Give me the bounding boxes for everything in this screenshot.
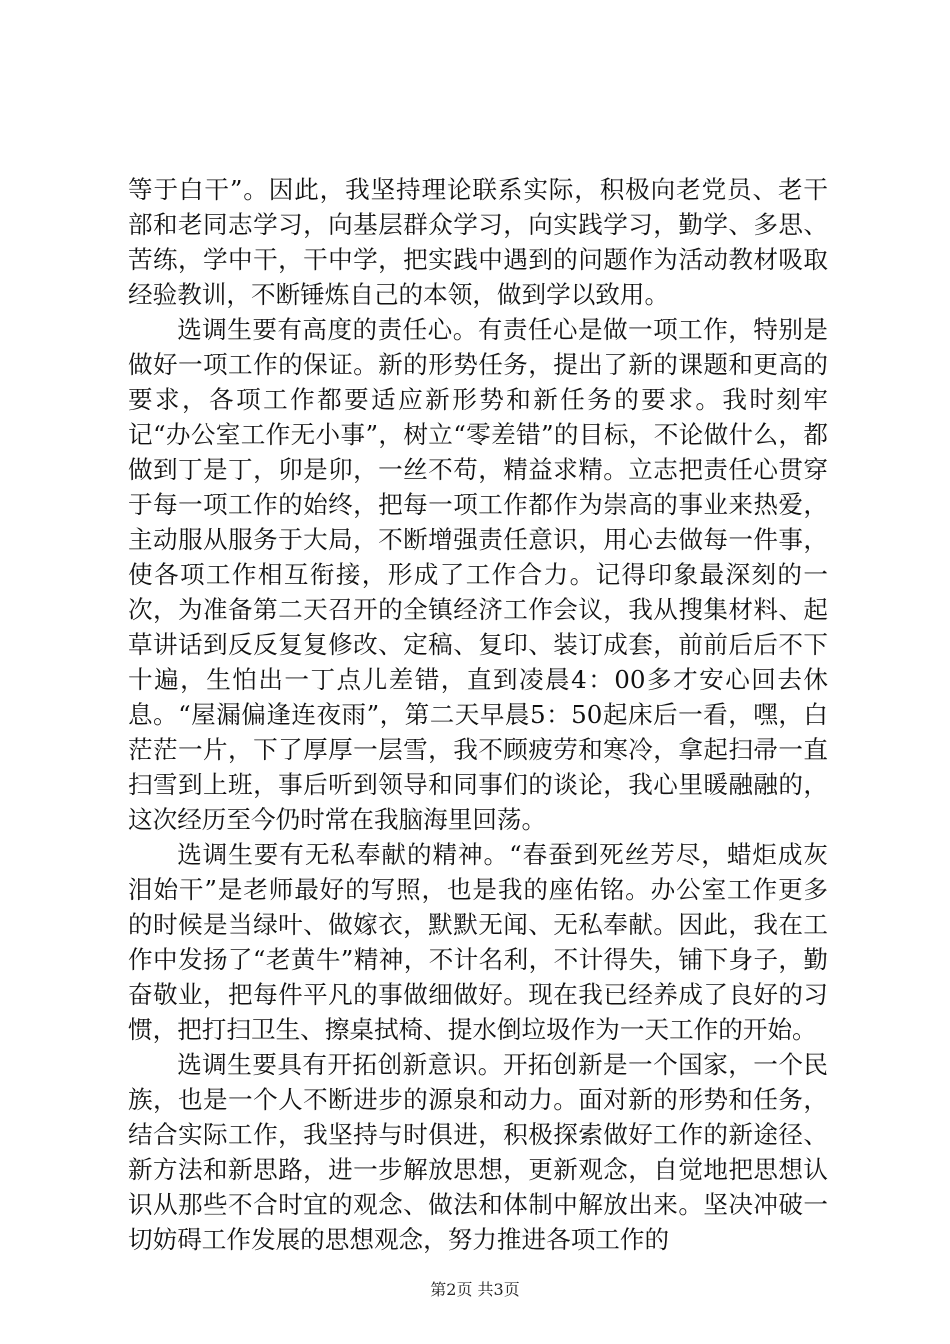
- page-footer: 第2页 共3页: [430, 1280, 520, 1299]
- paragraph-3: 选调生要有无私奉献的精神。“春蚕到死丝芳尽，蜡炬成灰泪始干”是老师最好的写照，也是我的座佑铭。办公室工作更多的时候是当绿叶、做嫁衣，默默无闻、无私奉献。因此，我在工作中发扬了“老黄牛”精神，不计名利，不计得失，铺下身子，勤奋敬业，把每件平凡的事做细做好。现在我已经养成了良好的习惯，把打扫卫生、擦桌拭椅、提水倒垃圾作为一天工作的开始。: [128, 840, 828, 1044]
- paragraph-4: 选调生要具有开拓创新意识。开拓创新是一个国家，一个民族，也是一个人不断进步的源泉和动力。面对新的形势和任务，结合实际工作，我坚持与时俱进，积极探索做好工作的新途径、新方法和新思路，进一步解放思想，更新观念，自觉地把思想认识从那些不合时宜的观念、做法和体制中解放出来。坚决冲破一切妨碍工作发展的思想观念，努力推进各项工作的: [128, 1050, 828, 1254]
- paragraph-2: 选调生要有高度的责任心。有责任心是做一项工作，特别是做好一项工作的保证。新的形势任务，提出了新的课题和更高的要求，各项工作都要适应新形势和新任务的要求。我时刻牢记“办公室工作无小事”，树立“零差错”的目标，不论做什么，都做到丁是丁，卯是卯，一丝不苟，精益求精。立志把责任心贯穿于每一项工作的始终，把每一项工作都作为崇高的事业来热爱，主动服从服务于大局，不断增强责任意识，用心去做每一件事，使各项工作相互衔接，形成了工作合力。记得印象最深刻的一次，为准备第二天召开的全镇经济工作会议，我从搜集材料、起草讲话到反反复复修改、定稿、复印、装订成套，前前后后不下十遍，生怕出一丁点儿差错，直到凌晨4：00多才安心回去休息。“屋漏偏逢连夜雨”，第二天早晨5：50起床后一看，嘿，白茫茫一片，下了厚厚一层雪，我不顾疲劳和寒冷，拿起扫帚一直扫雪到上班，事后听到领导和同事们的谈论，我心里暖融融的，这次经历至今仍时常在我脑海里回荡。: [128, 315, 828, 834]
- document-body: [128, 172, 828, 1257]
- paragraph-1: 等于白干”。因此，我坚持理论联系实际，积极向老党员、老干部和老同志学习，向基层群众学习，向实践学习，勤学、多思、苦练，学中干，干中学，把实践中遇到的问题作为活动教材吸取经验教训，不断锤炼自己的本领，做到学以致用。: [128, 175, 828, 309]
